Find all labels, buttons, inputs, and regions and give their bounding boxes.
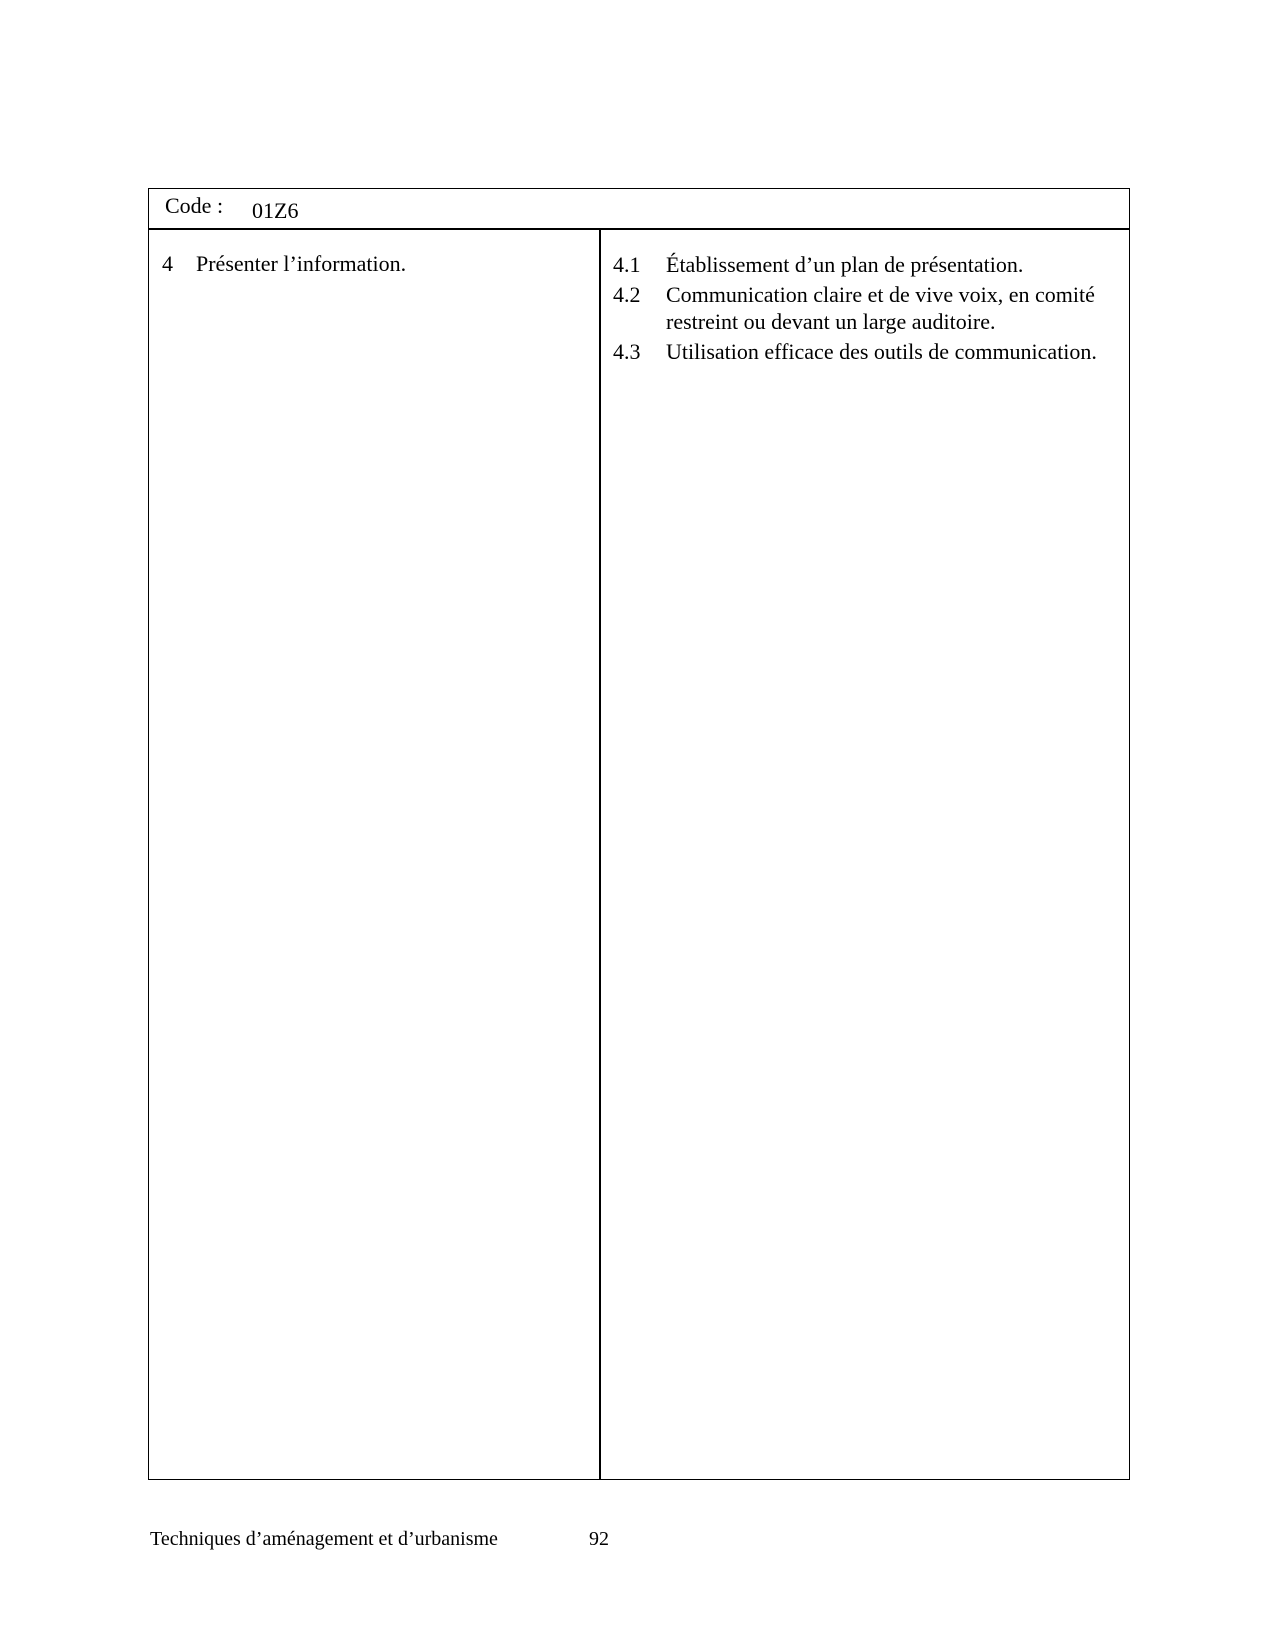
page-number: 92: [589, 1528, 609, 1550]
criteria-list: [613, 251, 1119, 368]
code-label: Code :: [165, 193, 224, 218]
code-row: [149, 189, 1129, 230]
criteria-cell: [601, 230, 1129, 1479]
competency-statement: [162, 251, 406, 277]
criteria-number: 4.2: [613, 282, 641, 307]
criteria-item: [613, 281, 1119, 335]
criteria-number: 4.1: [613, 252, 641, 277]
footer-title: Techniques d’aménagement et d’urbanisme: [150, 1528, 498, 1550]
competency-text: Présenter l’information.: [196, 251, 407, 276]
criteria-text: Établissement d’un plan de présentation.: [666, 252, 1024, 277]
competency-table: [148, 188, 1130, 1480]
code-value: 01Z6: [252, 198, 299, 223]
criteria-text: Utilisation efficace des outils de communication.: [666, 339, 1097, 364]
criteria-item: [613, 338, 1119, 365]
criteria-item: [613, 251, 1119, 278]
criteria-number: 4.3: [613, 339, 641, 364]
competency-cell: [149, 230, 599, 1479]
competency-number: 4: [162, 251, 173, 276]
criteria-text: Communication claire et de vive voix, en comité restreint ou devant un large auditoire.: [666, 282, 1095, 334]
